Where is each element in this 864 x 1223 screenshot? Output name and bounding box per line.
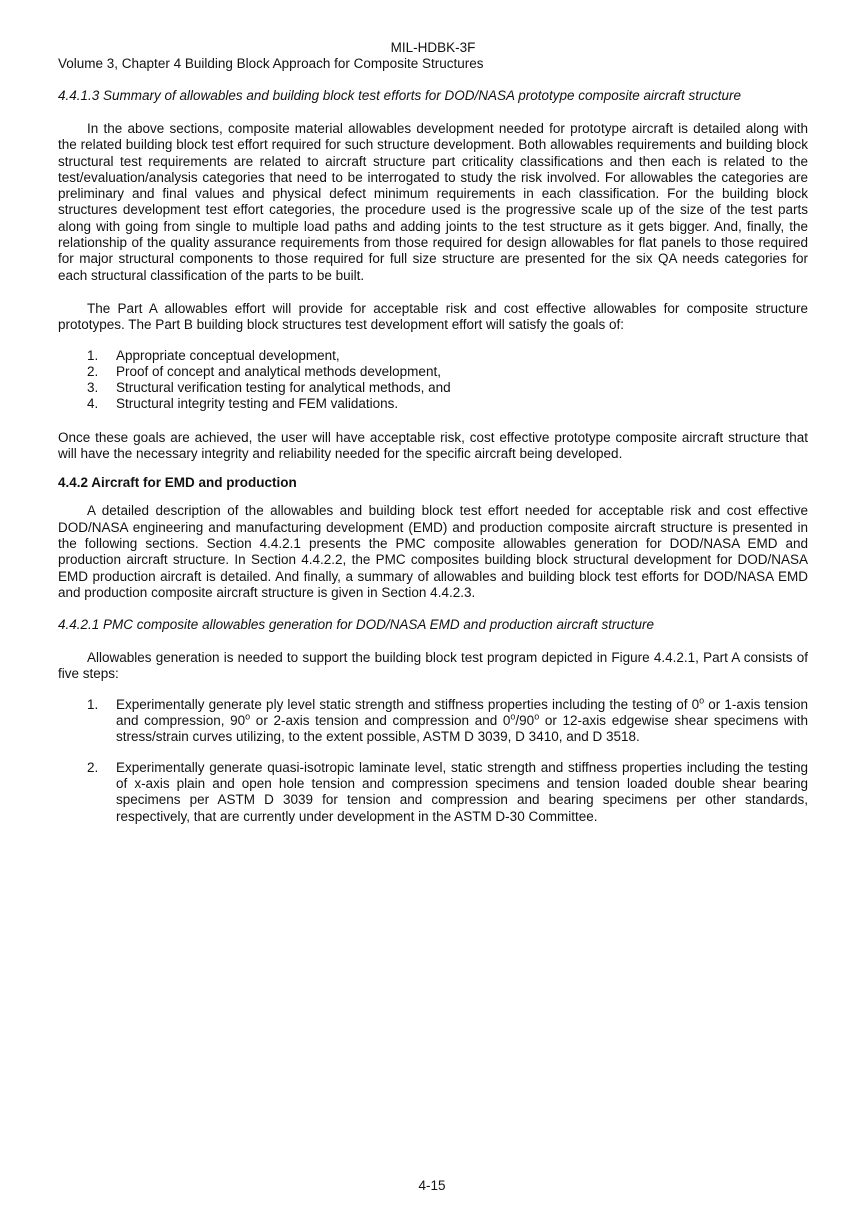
paragraph: A detailed description of the allowables and building block test effort needed for acceptable risk and cost effective DOD/NASA engineering and manufacturing development (EMD) and production composite aircraft structure is presented in the following sections. Section 4.4.2.1 presents the PMC composite allowables generation for DOD/NASA EMD and production aircraft structure. In Section 4.4.2.2, the PMC composites building block structural development for DOD/NASA EMD production aircraft is detailed. And finally, a summary of allowables and building block test efforts for DOD/NASA EMD and production composite aircraft structure is given in Section 4.4.2.3. <box>58 503 808 600</box>
section-4-4-1-3-heading: 4.4.1.3 Summary of allowables and building block test efforts for DOD/NASA prototype composite aircraft structure <box>58 88 742 103</box>
list-item <box>58 396 808 412</box>
list-number: 4. <box>87 396 99 412</box>
degree-superscript: o <box>510 711 516 722</box>
paragraph: The Part A allowables effort will provide for acceptable risk and cost effective allowables for composite structure prototypes. The Part B building block structures test development effort will satisfy the goals of: <box>58 300 808 333</box>
text-run: /90 <box>515 713 535 729</box>
section-4-4-2-1-heading: 4.4.2.1 PMC composite allowables generation for DOD/NASA EMD and production aircraft structure <box>58 617 655 633</box>
goals-list <box>58 348 808 413</box>
list-number: 2. <box>87 363 99 379</box>
list-number: 2. <box>87 759 99 775</box>
list-item-text: Experimentally generate quasi-isotropic laminate level, static strength and stiffness properties including the testing of x-axis plain and open hole tension and compression specimens and tension loaded double shear bearing specimens per ASTM D 3039 for tension and compression and bearing specimens per other standards, respectively, that are currently under development in the ASTM D-30 Committee. <box>116 759 808 824</box>
list-item <box>58 760 808 825</box>
text-run: or 2-axis tension and compression and 0 <box>250 713 511 729</box>
list-number: 1. <box>87 347 99 363</box>
list-number: 1. <box>87 696 99 712</box>
paragraph: In the above sections, composite material allowables development needed for prototype aircraft is detailed along with the related building block test effort required for such structure development. Both allowables requirements and building block structural test requirements are related to aircraft structure part criticality classifications and then each is related to the test/evaluation/analysis categories that need to be interrogated to study the risk involved. For allowables the categories are preliminary and final values and physical defect minimum requirements in each classification. For the building block structures development test effort categories, the procedure used is the progressive scale up of the size of the test parts along with going from single to multiple load paths and adding joints to the test structure as it gets bigger. And, finally, the relationship of the quality assurance requirements from those required for design allowables for flat panels to those required for major structural components to those required for full size structure are presented for the six QA needs categories for each structural classification of the parts to be built. <box>58 121 808 283</box>
list-item-text: Proof of concept and analytical methods development, <box>116 363 441 379</box>
steps-list <box>58 697 808 825</box>
degree-superscript: o <box>699 695 705 706</box>
list-item <box>58 364 808 380</box>
document-page <box>58 40 808 839</box>
document-id: MIL-HDBK-3F <box>390 40 476 55</box>
list-item-text: Appropriate conceptual development, <box>116 347 340 363</box>
degree-superscript: o <box>534 711 540 722</box>
degree-superscript: o <box>245 711 251 722</box>
volume-chapter-line: Volume 3, Chapter 4 Building Block Approach for Composite Structures <box>58 56 484 71</box>
list-item-text: Structural verification testing for analytical methods, and <box>116 380 451 396</box>
list-item <box>58 697 808 746</box>
list-item-text <box>116 697 808 745</box>
text-run: or 12-axis edgewise shear specimens with stress/strain curves utilizing, to the extent possible, ASTM D 3039, D 3410, and D 3518. <box>116 713 809 745</box>
text-run: Experimentally generate ply level static strength and stiffness properties including the testing of 0 <box>116 696 700 712</box>
text-run: or 1-axis tension and compression, 90 <box>116 696 808 729</box>
list-number: 3. <box>87 380 99 396</box>
paragraph: Allowables generation is needed to support the building block test program depicted in Figure 4.4.2.1, Part A consists of five steps: <box>58 650 808 682</box>
list-item <box>58 380 808 396</box>
list-item <box>58 348 808 364</box>
page-number: 4-15 <box>418 1178 446 1193</box>
paragraph: Once these goals are achieved, the user will have acceptable risk, cost effective prototype composite aircraft structure that will have the necessary integrity and reliability needed for the specific aircraft being developed. <box>58 429 808 462</box>
section-4-4-2-heading: 4.4.2 Aircraft for EMD and production <box>58 475 297 491</box>
list-item-text: Structural integrity testing and FEM validations. <box>116 396 399 412</box>
